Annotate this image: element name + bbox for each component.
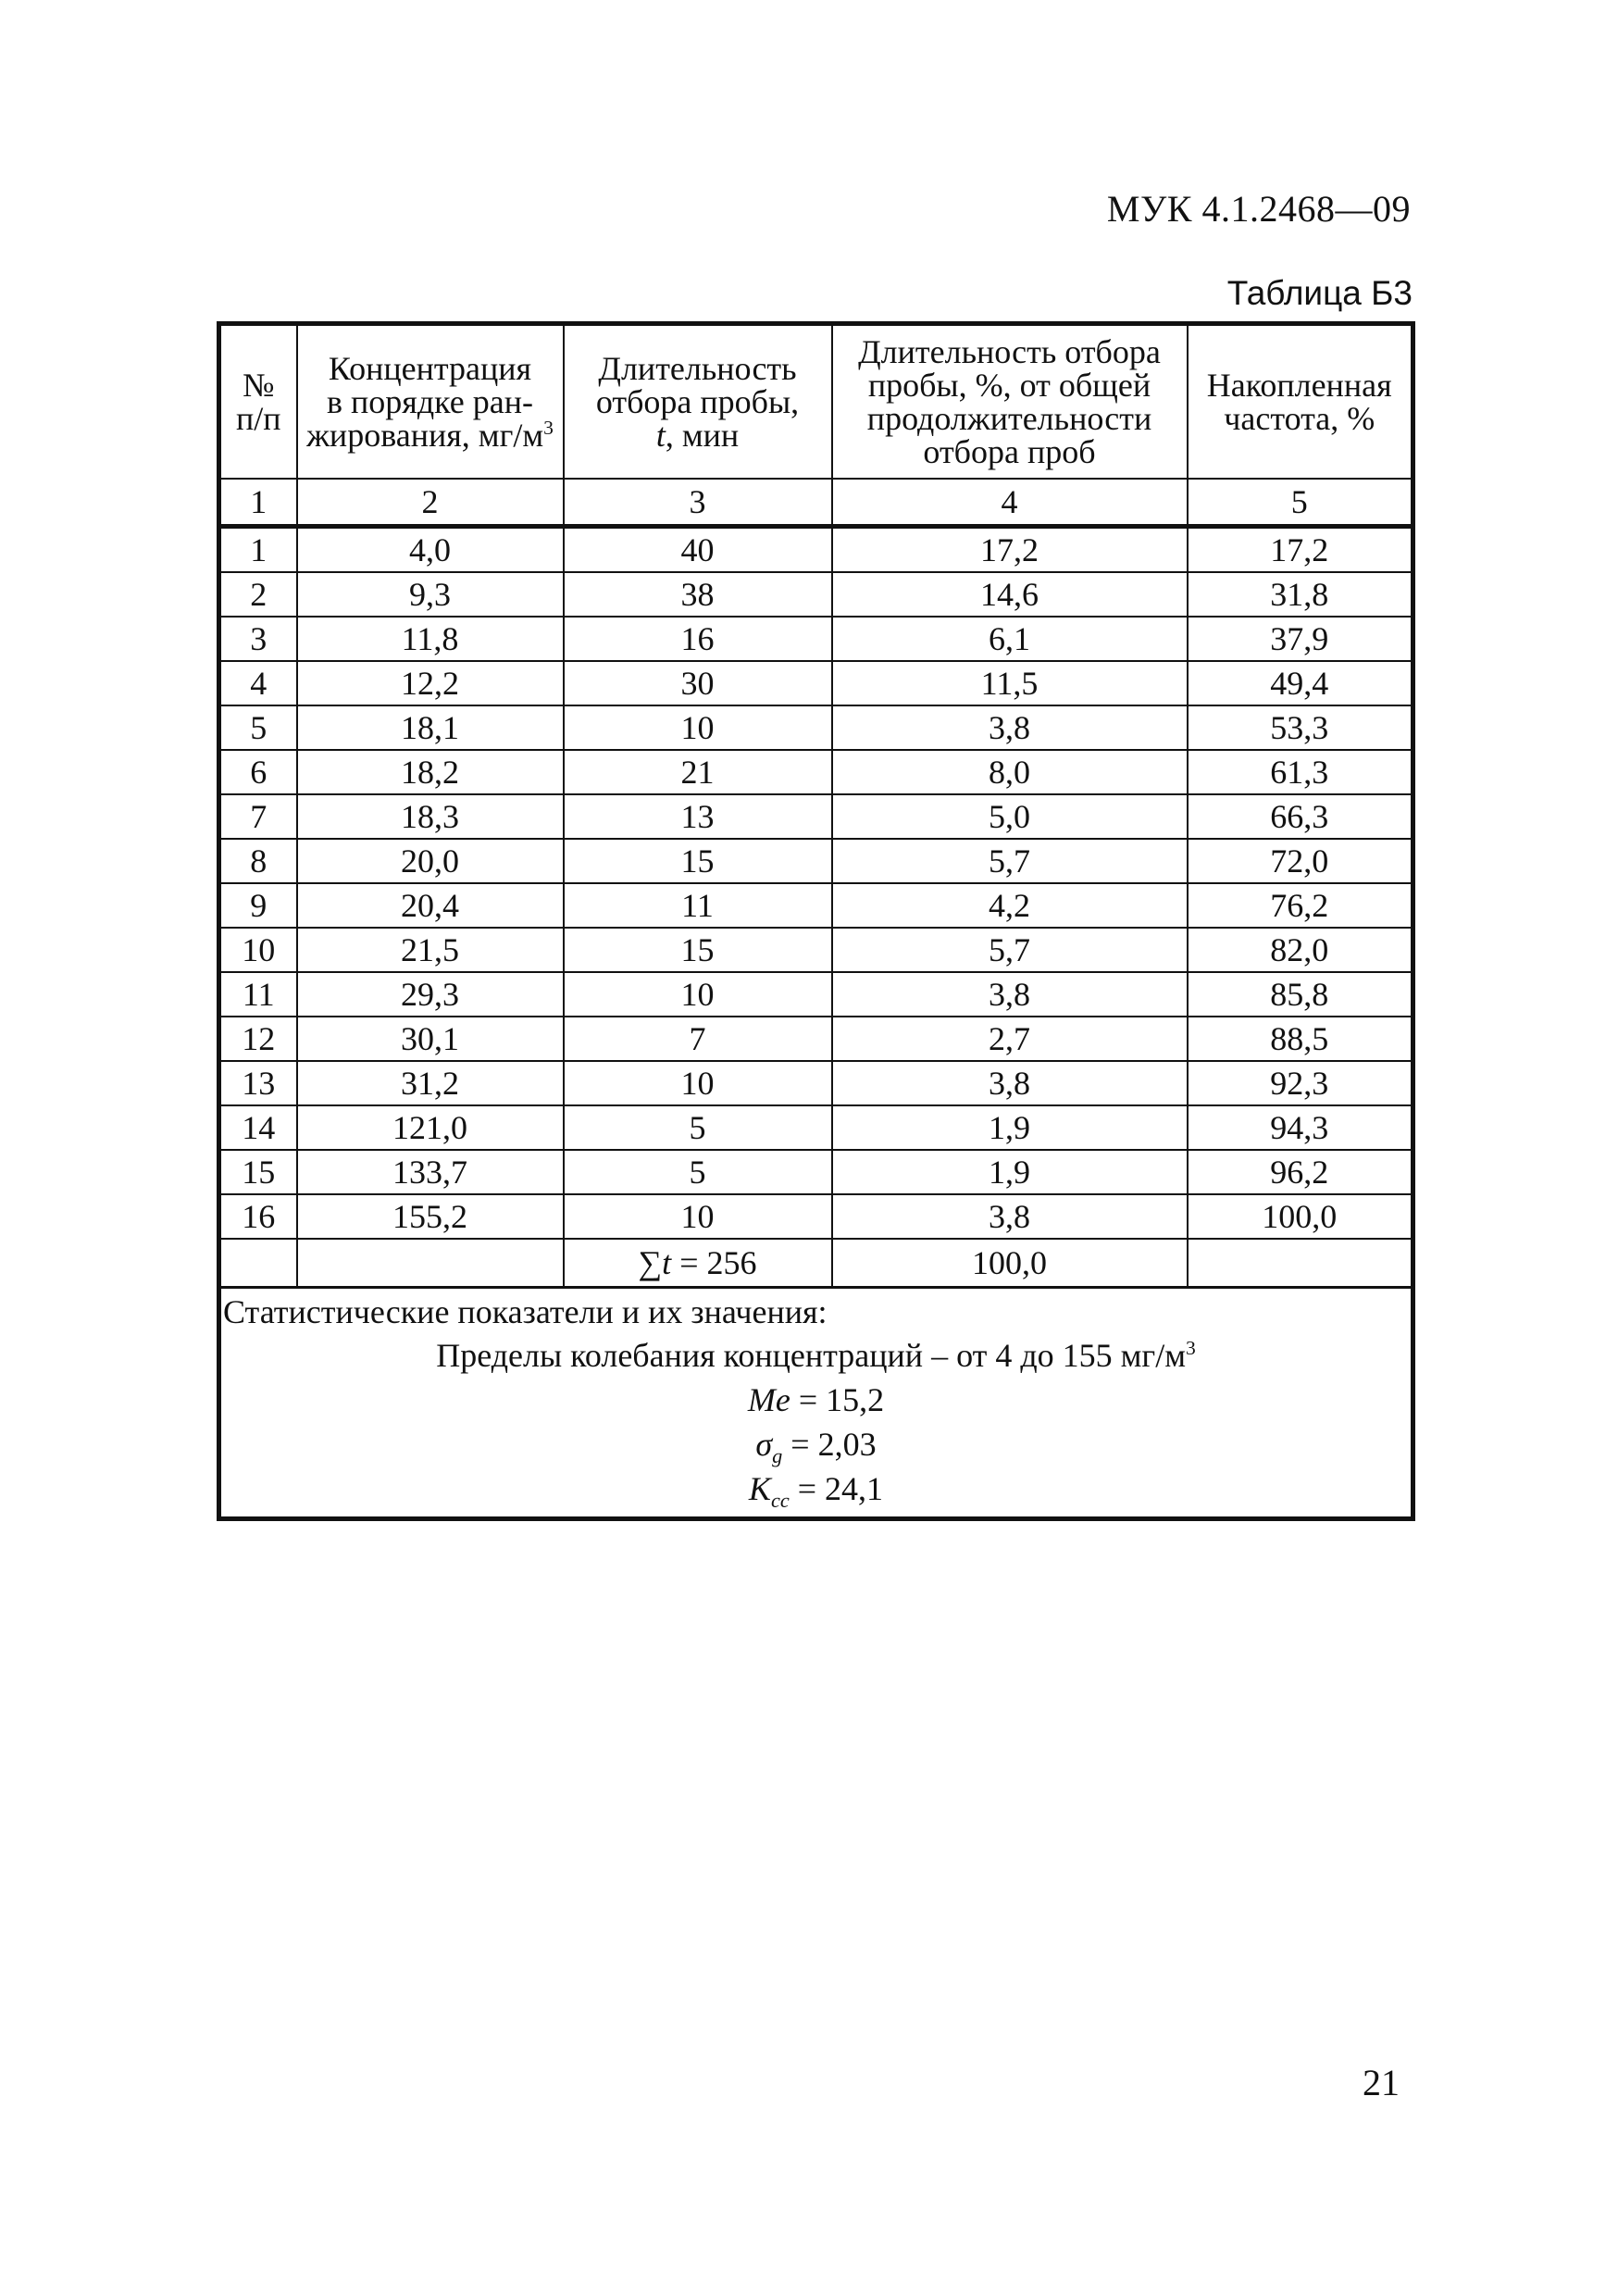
duration-min-cell: 5 [564, 1105, 832, 1150]
header-cumulative-frequency: Накопленная частота, % [1188, 324, 1413, 480]
concentration-cell: 18,2 [297, 750, 564, 794]
duration-percent-cell: 1,9 [832, 1150, 1188, 1194]
duration-percent-cell: 8,0 [832, 750, 1188, 794]
row-number-cell: 4 [219, 661, 297, 705]
row-number-cell: 14 [219, 1105, 297, 1150]
duration-min-cell: 10 [564, 705, 832, 750]
row-number-cell: 2 [219, 572, 297, 617]
duration-percent-cell: 5,7 [832, 839, 1188, 883]
header-row [219, 324, 1413, 480]
document-code: МУК 4.1.2468—09 [1106, 188, 1411, 230]
row-number-cell: 1 [219, 527, 297, 573]
concentration-cell: 20,0 [297, 839, 564, 883]
concentration-cell: 133,7 [297, 1150, 564, 1194]
concentration-cell: 11,8 [297, 617, 564, 661]
cumulative-frequency-cell: 82,0 [1188, 928, 1413, 972]
concentration-cell: 155,2 [297, 1194, 564, 1239]
duration-min-cell: 11 [564, 883, 832, 928]
kcc-value: $K_{cc} = 24,1$ [748, 1470, 884, 1513]
concentration-cell: 9,3 [297, 572, 564, 617]
concentration-cell: 30,1 [297, 1017, 564, 1061]
row-number-cell: 11 [219, 972, 297, 1017]
row-number-cell: 6 [219, 750, 297, 794]
column-number: 3 [564, 479, 832, 527]
cumulative-frequency-cell: 31,8 [1188, 572, 1413, 617]
duration-min-cell: 13 [564, 794, 832, 839]
row-number-cell: 8 [219, 839, 297, 883]
sum-row [219, 1239, 1413, 1288]
cumulative-frequency-cell: 49,4 [1188, 661, 1413, 705]
sum-empty-cell [219, 1239, 297, 1288]
table-row [219, 572, 1413, 617]
header-number: № п/п [219, 324, 297, 480]
concentration-cell: 31,2 [297, 1061, 564, 1105]
duration-percent-cell: 3,8 [832, 972, 1188, 1017]
row-number-cell: 16 [219, 1194, 297, 1239]
duration-min-cell: 15 [564, 839, 832, 883]
page-number: 21 [1363, 2062, 1400, 2103]
table-row [219, 972, 1413, 1017]
duration-min-cell: 10 [564, 1061, 832, 1105]
header-duration-percent: Длительность отбора пробы, %, от общей продолжительности отбора проб [832, 324, 1188, 480]
cumulative-frequency-cell: 66,3 [1188, 794, 1413, 839]
duration-min-cell: 7 [564, 1017, 832, 1061]
duration-percent-cell: 5,0 [832, 794, 1188, 839]
cumulative-frequency-cell: 17,2 [1188, 527, 1413, 573]
row-number-cell: 7 [219, 794, 297, 839]
duration-percent-cell: 3,8 [832, 705, 1188, 750]
row-number-cell: 5 [219, 705, 297, 750]
sum-duration: ∑t = 256 [564, 1239, 832, 1288]
row-number-cell: 10 [219, 928, 297, 972]
row-number-cell: 13 [219, 1061, 297, 1105]
cumulative-frequency-cell: 37,9 [1188, 617, 1413, 661]
duration-percent-cell: 2,7 [832, 1017, 1188, 1061]
duration-min-cell: 38 [564, 572, 832, 617]
table-row [219, 839, 1413, 883]
header-duration: Длительность отбора пробы, t, мин [564, 324, 832, 480]
duration-min-cell: 40 [564, 527, 832, 573]
concentration-cell: 18,3 [297, 794, 564, 839]
table-row [219, 1194, 1413, 1239]
row-number-cell: 9 [219, 883, 297, 928]
column-numbers-row [219, 479, 1413, 527]
column-number: 1 [219, 479, 297, 527]
header-concentration: Концентрация в порядке ран- жирования, $мг/м^3$ [297, 324, 564, 480]
sum-empty-cell [1188, 1239, 1413, 1288]
cumulative-frequency-cell: 96,2 [1188, 1150, 1413, 1194]
duration-percent-cell: 3,8 [832, 1194, 1188, 1239]
cumulative-frequency-cell: 88,5 [1188, 1017, 1413, 1061]
duration-percent-cell: 6,1 [832, 617, 1188, 661]
table-row [219, 1061, 1413, 1105]
column-number: 2 [297, 479, 564, 527]
duration-percent-cell: 3,8 [832, 1061, 1188, 1105]
concentration-cell: 4,0 [297, 527, 564, 573]
row-number-cell: 3 [219, 617, 297, 661]
concentration-cell: 12,2 [297, 661, 564, 705]
concentration-cell: 29,3 [297, 972, 564, 1017]
concentration-cell: 21,5 [297, 928, 564, 972]
cumulative-frequency-cell: 94,3 [1188, 1105, 1413, 1150]
duration-min-cell: 5 [564, 1150, 832, 1194]
table-row [219, 883, 1413, 928]
duration-percent-cell: 17,2 [832, 527, 1188, 573]
column-number: 5 [1188, 479, 1413, 527]
duration-percent-cell: 11,5 [832, 661, 1188, 705]
duration-min-cell: 21 [564, 750, 832, 794]
table-row [219, 661, 1413, 705]
table-row [219, 527, 1413, 573]
duration-min-cell: 10 [564, 1194, 832, 1239]
table-row [219, 1105, 1413, 1150]
row-number-cell: 12 [219, 1017, 297, 1061]
duration-percent-cell: 4,2 [832, 883, 1188, 928]
duration-min-cell: 10 [564, 972, 832, 1017]
sum-empty-cell [297, 1239, 564, 1288]
data-table [217, 321, 1415, 1521]
concentration-cell: 20,4 [297, 883, 564, 928]
table-row [219, 1017, 1413, 1061]
cumulative-frequency-cell: 76,2 [1188, 883, 1413, 928]
table-row [219, 794, 1413, 839]
duration-percent-cell: 1,9 [832, 1105, 1188, 1150]
column-number: 4 [832, 479, 1188, 527]
duration-percent-cell: 5,7 [832, 928, 1188, 972]
sigma-g-value: $\sigma_g = 2,03$ [755, 1426, 877, 1468]
stats-row [219, 1288, 1413, 1519]
cumulative-frequency-cell: 92,3 [1188, 1061, 1413, 1105]
cumulative-frequency-cell: 53,3 [1188, 705, 1413, 750]
table-label: Таблица Б3 [1226, 274, 1413, 312]
duration-percent-cell: 14,6 [832, 572, 1188, 617]
table-row [219, 750, 1413, 794]
concentration-cell: 121,0 [297, 1105, 564, 1150]
statistics-block [219, 1288, 1413, 1519]
cumulative-frequency-cell: 72,0 [1188, 839, 1413, 883]
cumulative-frequency-cell: 61,3 [1188, 750, 1413, 794]
median-value: Me = 15,2 [747, 1381, 885, 1418]
table-row [219, 928, 1413, 972]
table-row [219, 617, 1413, 661]
sum-percent: 100,0 [832, 1239, 1188, 1288]
table-row [219, 705, 1413, 750]
duration-min-cell: 30 [564, 661, 832, 705]
cumulative-frequency-cell: 100,0 [1188, 1194, 1413, 1239]
table-row [219, 1150, 1413, 1194]
row-number-cell: 15 [219, 1150, 297, 1194]
concentration-range: Пределы колебания концентраций – от 4 до 155 $мг/м^3$ [436, 1337, 1196, 1374]
concentration-cell: 18,1 [297, 705, 564, 750]
statistics-title: Статистические показатели и их значения: [223, 1293, 828, 1330]
cumulative-frequency-cell: 85,8 [1188, 972, 1413, 1017]
duration-min-cell: 16 [564, 617, 832, 661]
duration-min-cell: 15 [564, 928, 832, 972]
